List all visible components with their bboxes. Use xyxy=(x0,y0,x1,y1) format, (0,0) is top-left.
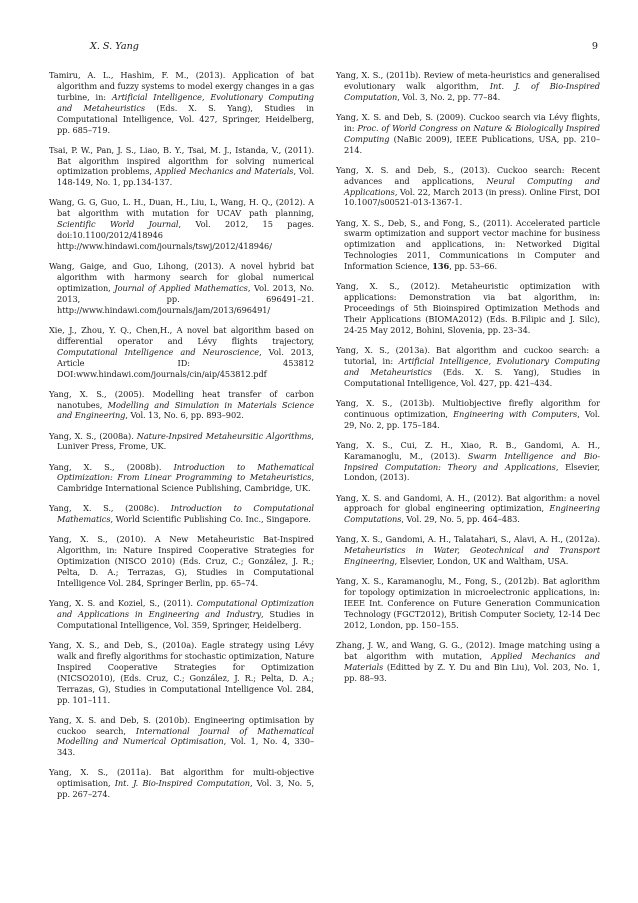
reference-text: (NaBic 2009), IEEE Publications, USA, pp. 210–214. xyxy=(344,133,600,155)
reference-title: Metaheuristics in Water, Geotechnical and Transport Engineering xyxy=(344,545,600,567)
reference-title: Int. J. of Bio-Inspired Computation xyxy=(344,80,600,102)
references-right-column xyxy=(336,70,600,693)
reference-text: Yang, X. S., (2008a). xyxy=(49,430,137,441)
reference-text: , Luniver Press, Frome, UK. xyxy=(57,430,314,452)
reference-entry xyxy=(336,576,600,631)
reference-entry xyxy=(336,165,600,209)
reference-text: Yang, X. S., (2010). A New Metaheuristic Bat-Inspired Algorithm, in: Nature Inspired Cooperative Strategies for Optimization (NISCO 2010) (Eds. Cruz, C.; González, J. R.; Pelta, D. A.; Terrazas, G), Studies in Computational Intelligence Vol. 284, Springer Berlin, pp. 65–74. xyxy=(49,534,314,589)
reference-text: Yang, X. S., and Deb, S., (2010a). Eagle strategy using Lévy walk and firefly algorithms for stochastic optimization, Nature Inspired Cooperative Strategies for Optimization (NICSO2010), (Eds. Cruz, C.; González, J. R.; Pelta, D. A.; Terrazas, G), Studies in Computational Intelligence Vol. 284, pp. 101–111. xyxy=(49,640,314,705)
reference-text: , Elsevier, London, (2013). xyxy=(344,461,600,483)
reference-text: Xie, J., Zhou, Y. Q., Chen,H., A novel bat algorithm based on differential operator and Lévy flights trajectory, xyxy=(49,324,314,346)
reference-title: Artificial Intelligence, Evolutionary Computing and Metaheuristics xyxy=(57,91,314,113)
reference-title: Journal of Applied Mathematics xyxy=(114,282,248,293)
reference-text: , Vol. 29, No. 2, pp. 175–184. xyxy=(344,408,600,430)
reference-entry xyxy=(49,325,314,380)
reference-volume: 136 xyxy=(432,261,450,272)
reference-text: Yang, X. S., (2011b). Review of meta-heuristics and generalised evolutionary walk algorithm, xyxy=(336,70,600,91)
reference-text: Yang, X. S., (2008c). xyxy=(49,503,171,514)
reference-entry xyxy=(336,70,600,103)
reference-entry xyxy=(336,281,600,336)
reference-text: , Vol. 148-149, No. 1, pp.134-137. xyxy=(57,166,314,188)
reference-title: Applied Mechanics and Materials xyxy=(344,650,601,672)
reference-text: , Vol. 3, No. 5, pp. 267–274. xyxy=(57,778,315,800)
reference-text: Yang, X. S. and Deb, S. (2010b). Engineering optimisation by cuckoo search, xyxy=(49,714,314,736)
reference-text: (Eds. X. S. Yang), Studies in Computational Intelligence, Vol. 427, Springer, Heidelberg, pp. 685–719. xyxy=(57,102,314,135)
reference-title: Applied Mechanics and Materials xyxy=(154,166,294,177)
reference-text: Yang, X. S. and Deb, S. (2009). Cuckoo search via Lévy flights, in: xyxy=(336,111,600,133)
reference-entry xyxy=(336,640,600,684)
reference-entry xyxy=(336,534,600,567)
reference-title: Artificial Intelligence, Evolutionary Computing and Metaheuristics xyxy=(344,355,600,377)
reference-text: , Elsevier, London, UK and Waltham, USA. xyxy=(394,556,569,567)
reference-text: (Eds. X. S. Yang), Studies in Computational Intelligence, Vol. 427, pp. 421–434. xyxy=(344,366,600,388)
reference-entry xyxy=(49,197,314,252)
reference-text: , Cambridge International Science Publishing, Cambridge, UK. xyxy=(57,472,314,494)
reference-entry xyxy=(49,431,314,453)
reference-title: Introduction to Mathematical Optimization: From Linear Programming to Metaheuristics xyxy=(57,461,314,483)
reference-text: Yang, X. S., (2013b). Multiobjective firefly algorithm for continuous optimization, xyxy=(336,397,600,419)
reference-text: Yang, X. S. and Gandomi, A. H., (2012). Bat algorithm: a novel approach for global engineering optimization, xyxy=(336,492,600,514)
reference-text: Yang, X. S. and Koziel, S., (2011). xyxy=(49,598,197,609)
reference-title: Engineering with Computers xyxy=(453,408,578,419)
reference-entry xyxy=(336,440,600,484)
reference-title: Modelling and Simulation in Materials Science and Engineering xyxy=(57,399,314,421)
reference-entry xyxy=(49,598,314,631)
reference-title: Int. J. Bio-Inspired Computation xyxy=(114,778,250,789)
reference-text: , World Scientific Publishing Co. Inc., Singapore. xyxy=(110,514,311,525)
reference-text: , Vol. 2012, 15 pages. doi:10.1100/2012/418946 http://www.hindawi.com/journals/tswj/2012/418946/ xyxy=(57,219,314,252)
reference-text: Yang, X. S. and Deb, S., (2013). Cuckoo search: Recent advances and applications, xyxy=(336,164,600,186)
reference-text: Yang, X. S., (2011a). Bat algorithm for multi-objective optimisation, xyxy=(49,767,314,789)
reference-entry xyxy=(49,503,314,525)
reference-text: , Vol. 2013, Article ID: 453812 DOI:www.hindawi.com/journals/cin/aip/453812.pdf xyxy=(57,346,314,379)
reference-entry xyxy=(49,462,314,495)
reference-title: Scientific World Journal xyxy=(57,219,179,230)
reference-entry xyxy=(49,640,314,705)
reference-title: Computational Optimization and Applications in Engineering and Industry xyxy=(57,598,315,620)
reference-title: Introduction to Computational Mathematics xyxy=(57,503,314,525)
reference-text: , Vol. 13, No. 6, pp. 893–902. xyxy=(125,410,244,421)
reference-text: Yang, X. S., Deb, S., and Fong, S., (2011). Accelerated particle swarm optimization and support vector machine for business optimization and applications, in: Networked Digital Technologies 2011, Communications in Computer and Information Science, xyxy=(336,217,600,272)
reference-text: , Vol. 3, No. 2, pp. 77–84. xyxy=(397,91,501,102)
reference-text: Tamiru, A. L., Hashim, F. M., (2013). Application of bat algorithm and fuzzy systems to model exergy changes in a gas turbine, in: xyxy=(49,70,314,102)
reference-title: Engineering Computations xyxy=(344,503,600,525)
reference-title: Nature-Inpsired Metaheursitic Algorithms xyxy=(136,430,312,441)
reference-entry xyxy=(336,112,600,156)
page-number: 9 xyxy=(591,41,598,52)
reference-title: Proc. of World Congress on Nature & Biologically Inspired Computing xyxy=(344,122,600,144)
reference-entry xyxy=(336,218,600,273)
reference-text: (Editted by Z. Y. Du and Bin Liu), Vol. 203, No. 1, pp. 88–93. xyxy=(344,661,600,683)
reference-entry xyxy=(49,70,314,135)
reference-title: Computational Intelligence and Neuroscience xyxy=(57,346,260,357)
reference-text: Yang, X. S., Karamanoglu, M., Fong, S., (2012b). Bat aglorithm for topology optimization in microelectronic applications, in: IEEE Int. Conference on Future Generation Communication Technology (FGCT2012), British Computer Society, 12-14 Dec 2012, London, pp. 150–155. xyxy=(336,576,600,630)
reference-text: Yang, X. S., (2005). Modelling heat transfer of carbon nanotubes, xyxy=(49,388,314,410)
reference-text: Yang, X. S., (2012). Metaheuristic optimization with applications: Demonstration via bat algorithm, in: Proceedings of 5th Bioinspired Optimization Methods and Their Applications (BIOMA2012) (Eds. B.Filipic and J. Silc), 24-25 May 2012, Bohini, Slovenia, pp. 23–34. xyxy=(336,281,600,335)
reference-text: Tsai, P. W., Pan, J. S., Liao, B. Y., Tsai, M. J., Istanda, V., (2011). Bat algorithm inspired algorithm for solving numerical optimization problems, xyxy=(49,144,314,177)
reference-entry xyxy=(336,345,600,389)
reference-text: , pp. 53–66. xyxy=(449,261,498,272)
reference-text: , Vol. 22, March 2013 (in press). Online First, DOI 10.1007/s00521-013-1367-1. xyxy=(344,186,600,208)
reference-text: Zhang, J. W., and Wang, G. G., (2012). Image matching using a bat algorithm with mutation, xyxy=(336,640,600,661)
reference-title: Swarm Intelligence and Bio-Inpsired Computation: Theory and Applications xyxy=(344,450,600,472)
reference-text: Yang, X. S., Cui, Z. H., Xiao, R. B., Gandomi, A. H., Karamanoglu, M., (2013). xyxy=(336,439,600,461)
reference-text: Yang, X. S., Gandomi, A. H., Talatahari, S., Alavi, A. H., (2012a). xyxy=(336,534,600,545)
page-header xyxy=(0,41,638,57)
reference-entry xyxy=(336,493,600,526)
reference-text: , Vol. 1, No. 4, 330–343. xyxy=(57,736,314,758)
reference-entry xyxy=(49,145,314,189)
reference-entry xyxy=(49,534,314,589)
reference-entry xyxy=(49,767,314,800)
reference-text: Yang, X. S., (2008b). xyxy=(49,461,174,472)
reference-title: Neural Computing and Applications xyxy=(344,175,600,197)
references-left-column xyxy=(49,70,314,809)
reference-text: , Studies in Computational Intelligence, Vol. 359, Springer, Heidelberg. xyxy=(57,609,314,630)
reference-text: Wang, Gaige, and Guo, Lihong, (2013). A novel hybrid bat algorithm with harmony search for global numerical optimization, xyxy=(49,261,314,293)
reference-text: , Vol. 2013, No. 2013, pp. 696491–21. http://www.hindawi.com/journals/jam/2013/696491/ xyxy=(57,282,314,315)
reference-title: International Journal of Mathematical Modelling and Numerical Optimisation xyxy=(57,725,314,747)
reference-entry xyxy=(49,389,314,422)
reference-entry xyxy=(336,398,600,431)
running-head: X. S. Yang xyxy=(90,41,139,52)
reference-text: , Vol. 29, No. 5, pp. 464–483. xyxy=(401,514,520,525)
reference-text: Yang, X. S., (2013a). Bat algorithm and cuckoo search: a tutorial, in: xyxy=(336,344,600,366)
reference-entry xyxy=(49,261,314,316)
reference-text: Wang, G. G, Guo, L. H., Duan, H., Liu, L, Wang, H. Q., (2012). A bat algorithm with mutation for UCAV path planning, xyxy=(49,197,314,219)
reference-entry xyxy=(49,715,314,759)
